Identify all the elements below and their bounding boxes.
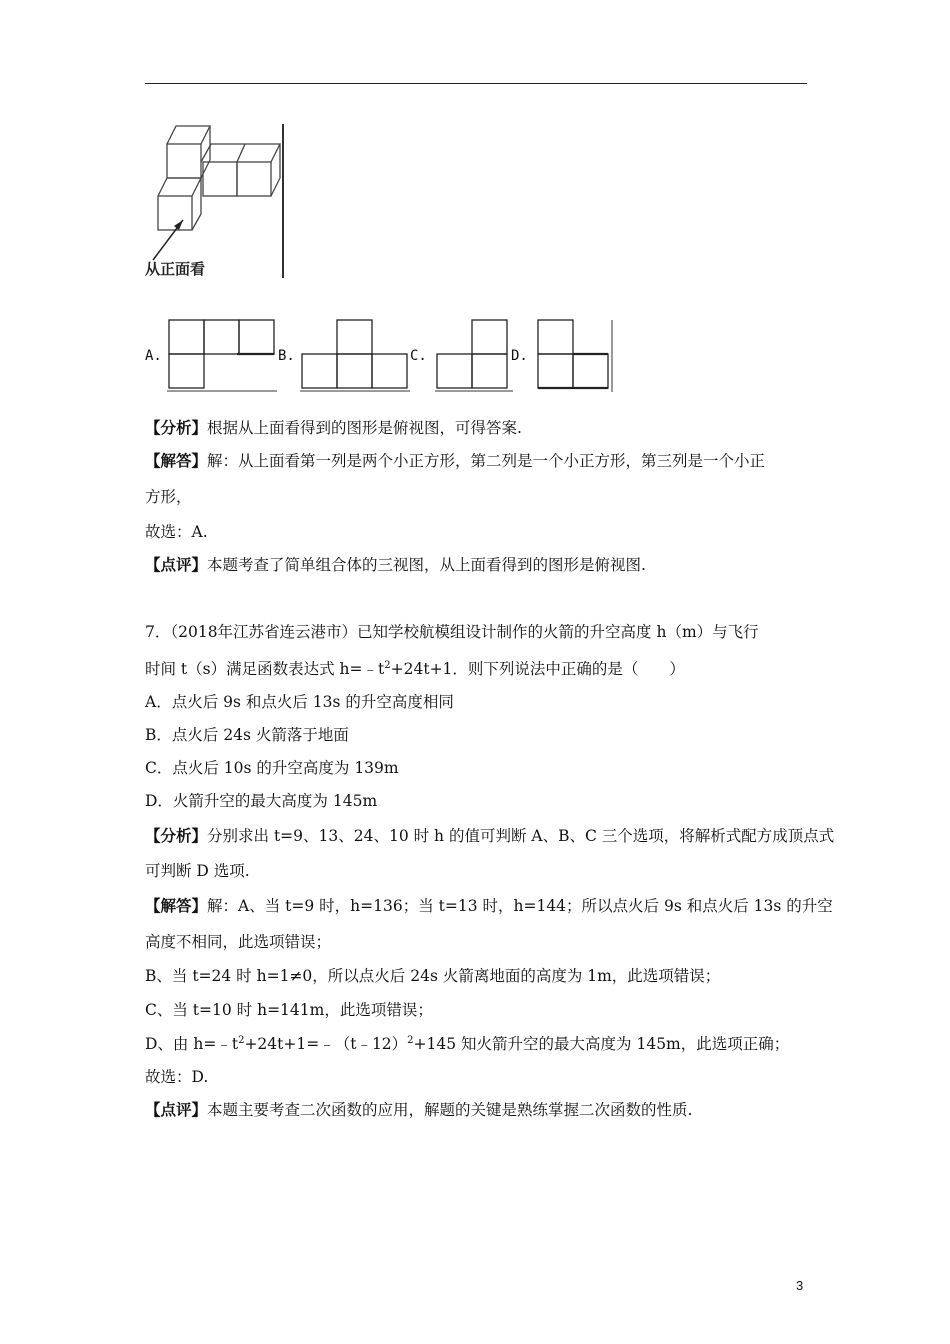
cube-figure xyxy=(145,122,285,280)
q7-analysis-text: 分别求出 t=9、13、24、10 时 h 的值可判断 A、B、C 三个选项，将解析式配方成顶点式 xyxy=(207,827,835,845)
page-number: 3 xyxy=(796,1278,804,1293)
q7-option-b: B．点火后 24s 火箭落于地面 xyxy=(145,726,349,744)
q7-stem-line2-sup: 2 xyxy=(384,660,391,671)
q7-option-c: C．点火后 10s 的升空高度为 139m xyxy=(145,759,399,777)
figure-border xyxy=(282,124,284,278)
option-c-view xyxy=(435,318,515,393)
q7-option-a: A．点火后 9s 和点火后 13s 的升空高度相同 xyxy=(145,693,454,711)
q6-answer-cont: 方形， xyxy=(145,488,192,506)
q6-answer-tag: 【解答】 xyxy=(145,452,208,470)
q7-answer-b: B、当 t=24 时 h=1≠0，所以点火后 24s 火箭离地面的高度为 1m，此选项错误； xyxy=(145,967,721,985)
q6-review-text: 本题考查了简单组合体的三视图，从上面看得到的图形是俯视图. xyxy=(207,556,646,574)
option-b-label: B. xyxy=(278,348,295,364)
q7-answer-c: C、当 t=10 时 h=141m，此选项错误； xyxy=(145,1001,433,1019)
q7-answer-d-sup1: 2 xyxy=(238,1035,245,1046)
q7-review-text: 本题主要考查二次函数的应用，解题的关键是熟练掌握二次函数的性质. xyxy=(207,1101,693,1119)
q7-answer xyxy=(145,896,833,916)
q6-review xyxy=(145,555,646,575)
figure-caption: 从正面看 xyxy=(145,260,206,278)
q6-analysis-text: 根据从上面看得到的图形是俯视图，可得答案. xyxy=(207,419,522,437)
q7-answer-d xyxy=(145,1034,789,1054)
header-rule xyxy=(145,83,807,84)
q6-answer xyxy=(145,451,765,471)
q7-answer-d-post: +145 知火箭升空的最大高度为 145m，此选项正确； xyxy=(413,1035,790,1053)
option-d-view xyxy=(535,318,615,393)
option-b-view xyxy=(300,318,412,393)
q7-stem-line2-post: +24t+1．则下列说法中正确的是（ ） xyxy=(390,660,685,678)
option-d-label: D. xyxy=(511,348,528,364)
q6-analysis xyxy=(145,418,522,438)
q7-answer-cont: 高度不相同，此选项错误； xyxy=(145,933,332,951)
q7-review xyxy=(145,1100,692,1120)
q7-answer-d-mid: +24t+1=﹣（t﹣12） xyxy=(244,1035,408,1053)
option-a-view xyxy=(167,318,279,393)
q7-answer-d-sup2: 2 xyxy=(407,1035,414,1046)
option-c-label: C. xyxy=(410,348,427,364)
q6-analysis-tag: 【分析】 xyxy=(145,419,208,437)
q6-review-tag: 【点评】 xyxy=(145,556,208,574)
q7-analysis-cont: 可判断 D 选项. xyxy=(145,862,250,880)
option-a-label: A. xyxy=(145,348,162,364)
q7-option-d: D．火箭升空的最大高度为 145m xyxy=(145,792,378,810)
q7-review-tag: 【点评】 xyxy=(145,1101,208,1119)
q7-answer-d-pre: D、由 h=﹣t xyxy=(145,1035,239,1053)
q7-stem-line1: 7．（2018年江苏省连云港市）已知学校航模组设计制作的火箭的升空高度 h（m）与飞行 xyxy=(145,623,759,641)
q7-stem-line2 xyxy=(145,659,685,679)
q7-choice: 故选：D. xyxy=(145,1068,209,1086)
q7-stem-line2-pre: 时间 t（s）满足函数表达式 h=﹣t xyxy=(145,660,385,678)
q7-analysis xyxy=(145,826,834,846)
q6-choice: 故选：A. xyxy=(145,523,208,541)
cube-drawing xyxy=(145,122,285,280)
q7-answer-text: 解：A、当 t=9 时，h=136；当 t=13 时，h=144；所以点火后 9s 和点火后 13s 的升空 xyxy=(207,897,833,915)
q7-answer-tag: 【解答】 xyxy=(145,897,208,915)
q6-answer-text: 解：从上面看第一列是两个小正方形，第二列是一个小正方形，第三列是一个小正 xyxy=(207,452,766,470)
q7-analysis-tag: 【分析】 xyxy=(145,827,208,845)
